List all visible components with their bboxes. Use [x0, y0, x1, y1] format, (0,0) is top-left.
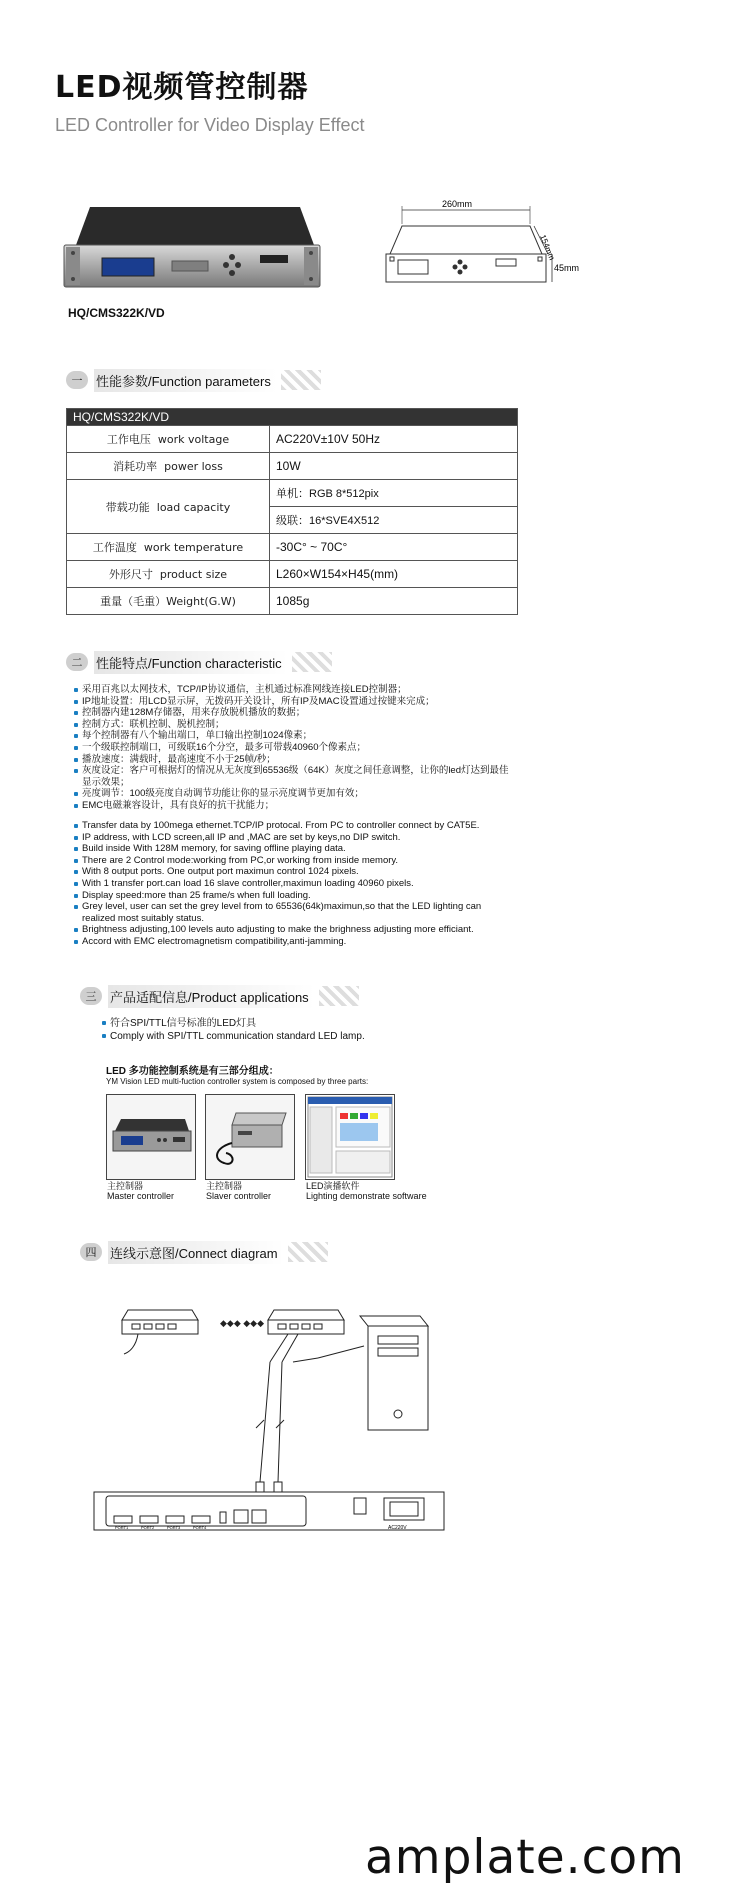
- section-header-parameters: [66, 368, 321, 392]
- spec-label: 工作温度 work temperature: [67, 534, 270, 561]
- spec-label: 带载功能 load capacity: [67, 480, 270, 534]
- dim-height: 45mm: [554, 263, 580, 273]
- applications-list: [102, 1017, 502, 1043]
- software-screenshot: [305, 1094, 395, 1180]
- list-item: 采用百兆以太网技术，TCP/IP协议通信，主机通过标准网线连接LED控制器；: [74, 684, 514, 696]
- svg-text:◆◆◆ ◆◆◆: ◆◆◆ ◆◆◆: [220, 1318, 265, 1328]
- spec-label: 工作电压 work voltage: [67, 426, 270, 453]
- list-item: 亮度调节：100级亮度自动调节功能让你的显示亮度调节更加有效；: [74, 788, 514, 800]
- section-title: 产品适配信息/Product applications: [108, 985, 315, 1008]
- table-row: [67, 426, 518, 453]
- spec-label: 重量（毛重）Weight(G.W): [67, 588, 270, 615]
- characteristics-en-list: [74, 820, 514, 948]
- list-item: Grey level, user can set the grey level from to 65536(64k)maximun,so that the LED lighting can realized most suitably status.: [74, 901, 514, 924]
- list-item: With 8 output ports. One output port maximun control 1024 pixels.: [74, 866, 514, 878]
- list-item: Build inside With 128M memory, for saving offline playing data.: [74, 843, 514, 855]
- port-label: PORT1: [115, 1525, 129, 1530]
- section-number: 四: [80, 1243, 102, 1261]
- connect-diagram: [88, 1302, 448, 1532]
- port-label: PORT3: [167, 1525, 181, 1530]
- part-caption: 主控制器 Master controller: [107, 1181, 175, 1201]
- spec-value: 级联：16*SVE4X512: [270, 507, 518, 534]
- model-label: HQ/CMS322K/VD: [68, 306, 165, 320]
- spec-table-header: HQ/CMS322K/VD: [67, 409, 518, 426]
- controller-front-photo: [62, 205, 322, 295]
- list-item: 灰度设定：客户可根据灯的情况从无灰度到65536级（64K）灰度之间任意调整，让你的led灯达到最佳显示效果；: [74, 765, 514, 788]
- section-header-applications: [80, 984, 359, 1008]
- spec-value: L260×W154×H45(mm): [270, 561, 518, 588]
- spec-label: 外形尺寸 product size: [67, 561, 270, 588]
- section-number: 一: [66, 371, 88, 389]
- part-caption: 主控制器 Slaver controller: [206, 1181, 272, 1201]
- system-heading-cn: LED 多功能控制系统是有三部分组成：: [106, 1066, 279, 1077]
- table-row: [67, 588, 518, 615]
- part-caption: LED演播软件 Lighting demonstrate software: [306, 1181, 427, 1201]
- slave-controller-photo: [205, 1094, 295, 1180]
- list-item: Transfer data by 100mega ethernet.TCP/IP protocal. From PC to controller connect by CAT5E.: [74, 820, 514, 832]
- spec-value: 10W: [270, 453, 518, 480]
- list-item: 符合SPI/TTL信号标准的LED灯具: [102, 1017, 502, 1030]
- spec-label: 消耗功率 power loss: [67, 453, 270, 480]
- section-decoration: [288, 1242, 328, 1262]
- list-item: Comply with SPI/TTL communication standard LED lamp.: [102, 1030, 502, 1043]
- section-title: 性能特点/Function characteristic: [94, 651, 288, 674]
- list-item: There are 2 Control mode:working from PC,or working from inside memory.: [74, 855, 514, 867]
- dim-depth: 154mm: [538, 233, 557, 262]
- section-title: 连线示意图/Connect diagram: [108, 1241, 284, 1264]
- section-number: 二: [66, 653, 88, 671]
- page-title: LED视频管控制器: [55, 70, 309, 105]
- section-title: 性能参数/Function parameters: [94, 369, 277, 392]
- table-row: [67, 561, 518, 588]
- list-item: EMC电磁兼容设计，具有良好的抗干扰能力；: [74, 800, 514, 812]
- section-header-connect: [80, 1240, 328, 1264]
- watermark: amplate.com: [365, 1830, 685, 1885]
- port-label: PORT2: [141, 1525, 155, 1530]
- spec-value: 单机：RGB 8*512pix: [270, 480, 518, 507]
- section-decoration: [292, 652, 332, 672]
- section-number: 三: [80, 987, 102, 1005]
- list-item: 控制方式：联机控制、脱机控制；: [74, 719, 514, 731]
- spec-value: AC220V±10V 50Hz: [270, 426, 518, 453]
- table-row: [67, 453, 518, 480]
- table-row: [67, 534, 518, 561]
- section-decoration: [281, 370, 321, 390]
- port-label: PORT4: [193, 1525, 207, 1530]
- list-item: 每个控制器有八个输出端口，单口输出控制1024像素；: [74, 730, 514, 742]
- characteristics-cn-list: [74, 684, 514, 812]
- spec-value: -30C° ~ 70C°: [270, 534, 518, 561]
- table-row: [67, 480, 518, 507]
- dimension-drawing: [372, 196, 582, 296]
- spec-value: 1085g: [270, 588, 518, 615]
- power-label: AC220V: [388, 1525, 407, 1531]
- list-item: Accord with EMC electromagnetism compatibility,anti-jamming.: [74, 936, 514, 948]
- page-subtitle: LED Controller for Video Display Effect: [55, 115, 365, 135]
- list-item: 播放速度：满载时，最高速度不小于25帧/秒；: [74, 754, 514, 766]
- spec-table: [66, 408, 518, 615]
- list-item: With 1 transfer port.can load 16 slave controller,maximun loading 40960 pixels.: [74, 878, 514, 890]
- dim-width: 260mm: [442, 199, 473, 209]
- list-item: 控制器内建128M存储器，用来存放脱机播放的数据；: [74, 707, 514, 719]
- section-decoration: [319, 986, 359, 1006]
- list-item: IP address, with LCD screen,all IP and ,MAC are set by keys,no DIP switch.: [74, 832, 514, 844]
- master-controller-photo: [106, 1094, 196, 1180]
- list-item: Brightness adjusting,100 levels auto adjusting to make the brighness adjusting more efficiant.: [74, 924, 514, 936]
- section-header-characteristic: [66, 650, 332, 674]
- system-heading-en: YM Vision LED multi-fuction controller system is composed by three parts:: [106, 1077, 369, 1086]
- list-item: IP地址设置：用LCD显示屏，无拨码开关设计，所有IP及MAC设置通过按键来完成；: [74, 696, 514, 708]
- list-item: Display speed:more than 25 frame/s when full loading.: [74, 890, 514, 902]
- list-item: 一个级联控制端口，可级联16个分空，最多可带载40960个像素点；: [74, 742, 514, 754]
